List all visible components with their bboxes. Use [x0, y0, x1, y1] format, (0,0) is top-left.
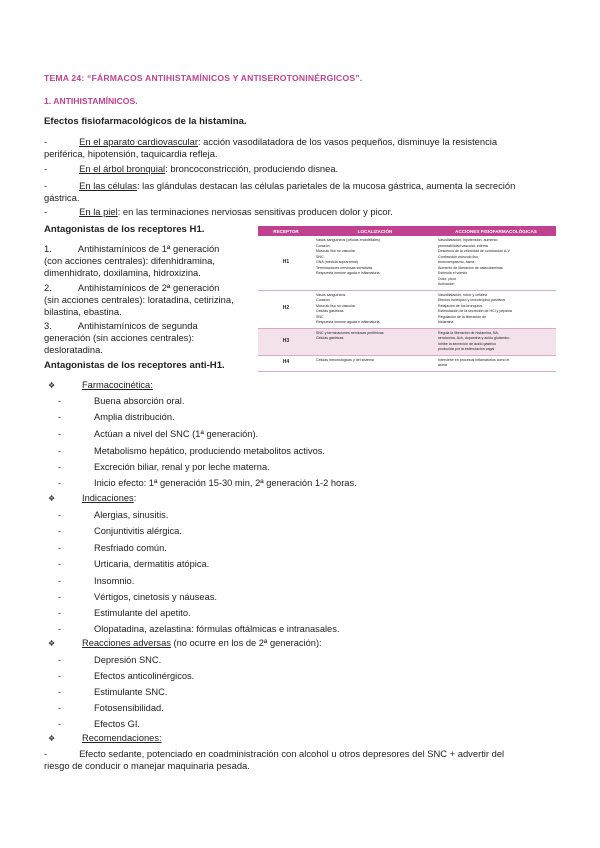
- list-item: Estimulante SNC.: [94, 687, 168, 697]
- effect-item-cells: - En las células: las glándulas destacan las células parietales de la mucosa gástrica, aumenta la secreción gástrica.: [44, 180, 516, 204]
- list-item: Depresión SNC.: [94, 655, 162, 665]
- list-item: Olopatadina, azelastina: fórmulas oftálmicas e intranasales.: [94, 624, 340, 634]
- dash-bullet: -: [58, 526, 61, 536]
- dash-bullet: -: [58, 719, 61, 729]
- receptor-table: [258, 226, 556, 372]
- list-item: Metabolismo hepático, produciendo metabolitos activos.: [94, 446, 326, 456]
- effect-item-bronchial: - En el árbol bronquial: broncoconstricción, produciendo disnea.: [44, 163, 339, 174]
- actions-cell: Interviene en procesos inflamatorios como el asma: [436, 355, 556, 371]
- list-item: Excreción biliar, renal y por leche materna.: [94, 462, 270, 472]
- location-cell: Vasos sanguíneos Corazón Músculo liso no vascular Células gástricas SNC Respuesta inmune aguda e inflamatoria: [314, 290, 436, 328]
- table-row: [258, 236, 556, 290]
- h1-gen1-item: 1. Antihistamínicos de 1ª generación (con acciones centrales): difenhidramina, dimenhidrato, doxilamina, hidroxizina.: [44, 243, 220, 279]
- dash-bullet: -: [58, 478, 61, 488]
- effect-item-skin: - En la piel: en las terminaciones nerviosas sensitivas producen dolor y picor.: [44, 206, 393, 217]
- receptor-cell: H2: [258, 290, 314, 328]
- adverse-reactions-label: Reacciones adversas (no ocurre en los de 2ª generación):: [82, 638, 322, 648]
- location-cell: Células inmunológicas y del sistema: [314, 355, 436, 371]
- diamond-bullet-icon: ❖: [48, 734, 56, 743]
- dash-bullet: -: [58, 559, 61, 569]
- dash-bullet: -: [58, 592, 61, 602]
- receptor-cell: H3: [258, 328, 314, 355]
- list-item: Insomnio.: [94, 576, 135, 586]
- dash-bullet: -: [58, 412, 61, 422]
- dash-bullet: -: [58, 703, 61, 713]
- dash-bullet: -: [58, 510, 61, 520]
- dash-bullet: -: [58, 624, 61, 634]
- list-item: Buena absorción oral.: [94, 396, 185, 406]
- table-row: [258, 355, 556, 371]
- list-item: Alergias, sinusitis.: [94, 510, 169, 520]
- receptor-cell: H4: [258, 355, 314, 371]
- table-header-location: LOCALIZACIÓN: [314, 226, 436, 236]
- indications-label: Indicaciones:: [82, 493, 137, 503]
- anti-h1-heading: Antagonistas de los receptores anti-H1.: [44, 360, 225, 371]
- list-item: Amplia distribución.: [94, 412, 175, 422]
- effect-item-cardio: - En el aparato cardiovascular: acción vasodilatadora de los vasos pequeños, disminuye la resistencia periférica, hipotensión, taquicardia refleja.: [44, 136, 498, 160]
- list-item: Urticaria, dermatitis atópica.: [94, 559, 210, 569]
- list-item: Efectos GI.: [94, 719, 140, 729]
- location-cell: Vasos sanguíneos (células endoteliales) Corazón Músculo liso no vascular SNC GNA (médula suprarrenal) Terminaciones nerviosas sensitivas Respuesta inmune aguda e inflamatoria: [314, 236, 436, 290]
- dash-bullet: -: [58, 396, 61, 406]
- list-item: Actúan a nivel del SNC (1ª generación).: [94, 429, 259, 439]
- recommendation-text: - Efecto sedante, potenciado en coadministración con alcohol u otros depresores del SNC + advertir del riesgo de conducir o manejar maquinaria pesada.: [44, 748, 505, 772]
- actions-cell: Regula la liberación de histamina, NA, serotonina, Ach, dopamina y ácido glutámico Inhibe la secreción de ácido gástrico producida por la estimulación vagal: [436, 328, 556, 355]
- list-item: Estimulante del apetito.: [94, 608, 191, 618]
- h1-gen2b-item: 3. Antihistamínicos de segunda generación (sin acciones centrales): desloratadina.: [44, 320, 198, 356]
- list-item: Fotosensibilidad.: [94, 703, 164, 713]
- table-header-receptor: RECEPTOR: [258, 226, 314, 236]
- effects-heading: Efectos fisiofarmacológicos de la histamina.: [44, 116, 247, 127]
- list-item: Inicio efecto: 1ª generación 15-30 min, 2ª generación 1-2 horas.: [94, 478, 357, 488]
- diamond-bullet-icon: ❖: [48, 639, 56, 648]
- section-heading: 1. ANTIHISTAMÍNICOS.: [44, 96, 138, 106]
- table-row: [258, 290, 556, 328]
- list-item: Vértigos, cinetosis y náuseas.: [94, 592, 217, 602]
- dash-bullet: -: [58, 671, 61, 681]
- h1-gen2-item: 2. Antihistamínicos de 2ª generación (sin acciones centrales): loratadina, cetirizina, bilastina, ebastina.: [44, 282, 234, 318]
- actions-cell: Vasodilatación, hipotensión, aumento permeabilidad vascular, edema Descenso de la velocidad de conducción A-V Contracción músculo liso, broncoespasmo, asma Aumento de liberación de catecolaminas Estimula el vómito Dolor, picor Activación: [436, 236, 556, 290]
- receptor-cell: H1: [258, 236, 314, 290]
- location-cell: SNC y terminaciones nerviosas periféricas Células gástricas: [314, 328, 436, 355]
- recommendations-label: Recomendaciones:: [82, 733, 162, 743]
- dash-bullet: -: [58, 655, 61, 665]
- document-title: TEMA 24: “FÁRMACOS ANTIHISTAMÍNICOS Y ANTISEROTONINÉRGICOS”.: [44, 73, 363, 83]
- pharmacokinetics-label: Farmacocinética:: [82, 380, 153, 390]
- list-item: Efectos anticolinérgicos.: [94, 671, 195, 681]
- dash-bullet: -: [58, 429, 61, 439]
- dash-bullet: -: [58, 462, 61, 472]
- list-item: Resfriado común.: [94, 543, 167, 553]
- diamond-bullet-icon: ❖: [48, 381, 56, 390]
- actions-cell: Vasodilatación, rubor y cefalea Efectos inotrópico y cronotrópico positivos Relajación de los bronquios Estimulación de la secreción de HCl y pepsina Regulación de la liberación de histamina: [436, 290, 556, 328]
- dash-bullet: -: [58, 687, 61, 697]
- diamond-bullet-icon: ❖: [48, 494, 56, 503]
- dash-bullet: -: [58, 608, 61, 618]
- dash-bullet: -: [58, 576, 61, 586]
- table-header-actions: ACCIONES FISIOFARMACOLÓGICAS: [436, 226, 556, 236]
- dash-bullet: -: [58, 446, 61, 456]
- table-row: [258, 328, 556, 355]
- dash-bullet: -: [58, 543, 61, 553]
- h1-antagonists-heading: Antagonistas de los receptores H1.: [44, 224, 205, 235]
- list-item: Conjuntivitis alérgica.: [94, 526, 182, 536]
